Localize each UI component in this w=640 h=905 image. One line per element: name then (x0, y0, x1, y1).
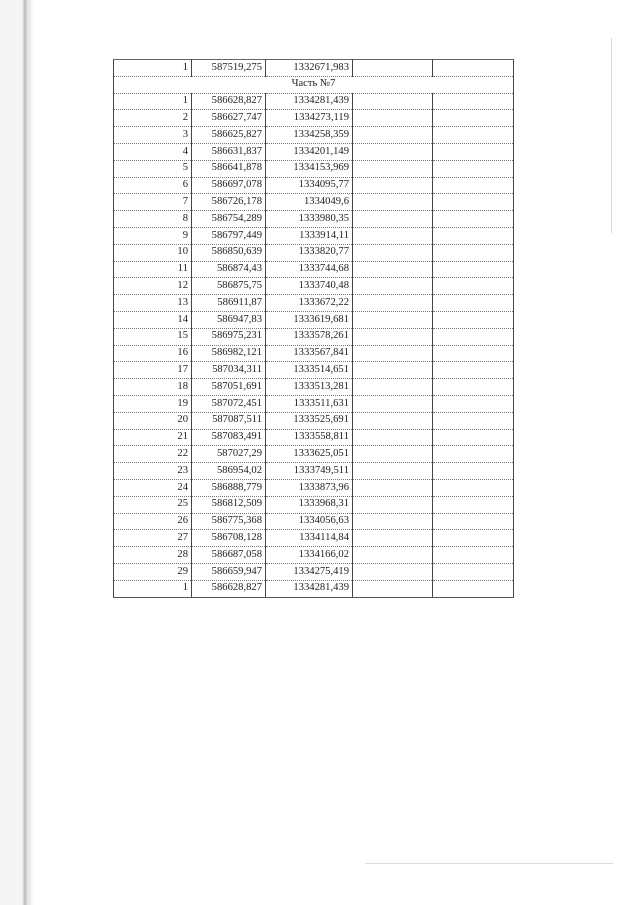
table-row (114, 412, 514, 429)
empty-cell (353, 463, 433, 480)
point-number-cell: 8 (114, 211, 192, 228)
coordinates-table (113, 59, 514, 598)
y-coordinate-cell: 1333511,631 (266, 395, 353, 412)
y-coordinate-cell: 1333672,22 (266, 295, 353, 312)
empty-cell (433, 278, 514, 295)
x-coordinate-cell: 587087,511 (192, 412, 266, 429)
table-row (114, 261, 514, 278)
point-number-cell: 20 (114, 412, 192, 429)
table-row (114, 530, 514, 547)
table-row (114, 496, 514, 513)
empty-cell (353, 227, 433, 244)
x-coordinate-cell: 586628,827 (192, 580, 266, 597)
table-row (114, 345, 514, 362)
empty-cell (433, 244, 514, 261)
table-row (114, 362, 514, 379)
y-coordinate-cell: 1333820,77 (266, 244, 353, 261)
point-number-cell: 24 (114, 479, 192, 496)
table-row (114, 244, 514, 261)
empty-cell (353, 345, 433, 362)
table-row (114, 513, 514, 530)
point-number-cell: 27 (114, 530, 192, 547)
y-coordinate-cell: 1333873,96 (266, 479, 353, 496)
table-row (114, 429, 514, 446)
empty-cell (433, 362, 514, 379)
empty-cell (433, 93, 514, 110)
x-coordinate-cell: 586874,43 (192, 261, 266, 278)
point-number-cell: 28 (114, 547, 192, 564)
x-coordinate-cell: 586687,058 (192, 547, 266, 564)
x-coordinate-cell: 586947,83 (192, 311, 266, 328)
x-coordinate-cell: 586708,128 (192, 530, 266, 547)
x-coordinate-cell: 586775,368 (192, 513, 266, 530)
x-coordinate-cell: 586754,289 (192, 211, 266, 228)
empty-cell (433, 143, 514, 160)
empty-cell (353, 580, 433, 597)
y-coordinate-cell: 1333740,48 (266, 278, 353, 295)
point-number-cell: 4 (114, 143, 192, 160)
empty-cell (353, 110, 433, 127)
empty-cell (433, 479, 514, 496)
y-coordinate-cell: 1334258,359 (266, 127, 353, 144)
empty-cell (353, 194, 433, 211)
point-number-cell: 1 (114, 60, 192, 77)
empty-cell (433, 328, 514, 345)
empty-cell (433, 379, 514, 396)
empty-cell (433, 513, 514, 530)
empty-cell (433, 530, 514, 547)
y-coordinate-cell: 1334049,6 (266, 194, 353, 211)
empty-cell (353, 60, 433, 77)
table-row (114, 194, 514, 211)
empty-cell (433, 395, 514, 412)
empty-cell (433, 110, 514, 127)
x-coordinate-cell: 586697,078 (192, 177, 266, 194)
empty-cell (353, 496, 433, 513)
y-coordinate-cell: 1333914,11 (266, 227, 353, 244)
empty-cell (433, 463, 514, 480)
point-number-cell: 19 (114, 395, 192, 412)
point-number-cell: 15 (114, 328, 192, 345)
table-row (114, 547, 514, 564)
table-row (114, 127, 514, 144)
x-coordinate-cell: 587027,29 (192, 446, 266, 463)
x-coordinate-cell: 587519,275 (192, 60, 266, 77)
point-number-cell: 11 (114, 261, 192, 278)
x-coordinate-cell: 587034,311 (192, 362, 266, 379)
x-coordinate-cell: 586982,121 (192, 345, 266, 362)
scan-left-edge (0, 0, 34, 905)
point-number-cell: 3 (114, 127, 192, 144)
table-row (114, 563, 514, 580)
y-coordinate-cell: 1333514,651 (266, 362, 353, 379)
x-coordinate-cell: 586726,178 (192, 194, 266, 211)
table-row (114, 211, 514, 228)
point-number-cell: 12 (114, 278, 192, 295)
point-number-cell: 21 (114, 429, 192, 446)
y-coordinate-cell: 1334056,63 (266, 513, 353, 530)
y-coordinate-cell: 1333968,31 (266, 496, 353, 513)
y-coordinate-cell: 1334153,969 (266, 160, 353, 177)
table-row (114, 93, 514, 110)
point-number-cell: 1 (114, 93, 192, 110)
table-row (114, 160, 514, 177)
empty-cell (353, 547, 433, 564)
empty-cell (353, 446, 433, 463)
empty-cell (433, 177, 514, 194)
table-row (114, 143, 514, 160)
section-title-row (114, 76, 514, 93)
point-number-cell: 17 (114, 362, 192, 379)
empty-cell (353, 513, 433, 530)
x-coordinate-cell: 586628,827 (192, 93, 266, 110)
x-coordinate-cell: 586975,231 (192, 328, 266, 345)
y-coordinate-cell: 1334281,439 (266, 93, 353, 110)
empty-cell (433, 547, 514, 564)
x-coordinate-cell: 586627,747 (192, 110, 266, 127)
empty-cell (433, 345, 514, 362)
x-coordinate-cell: 586797,449 (192, 227, 266, 244)
point-number-cell: 10 (114, 244, 192, 261)
empty-cell (433, 295, 514, 312)
empty-cell (353, 311, 433, 328)
y-coordinate-cell: 1334114,84 (266, 530, 353, 547)
empty-cell (353, 143, 433, 160)
y-coordinate-cell: 1333558,811 (266, 429, 353, 446)
empty-cell (353, 530, 433, 547)
y-coordinate-cell: 1334095,77 (266, 177, 353, 194)
x-coordinate-cell: 586631,837 (192, 143, 266, 160)
scan-right-mark (611, 38, 612, 233)
y-coordinate-cell: 1333567,841 (266, 345, 353, 362)
table-row (114, 110, 514, 127)
point-number-cell: 1 (114, 580, 192, 597)
table-row (114, 379, 514, 396)
point-number-cell: 9 (114, 227, 192, 244)
x-coordinate-cell: 586850,639 (192, 244, 266, 261)
x-coordinate-cell: 586812,509 (192, 496, 266, 513)
table-row (114, 463, 514, 480)
point-number-cell: 23 (114, 463, 192, 480)
table-row (114, 177, 514, 194)
y-coordinate-cell: 1333744,68 (266, 261, 353, 278)
table-row (114, 446, 514, 463)
x-coordinate-cell: 587051,691 (192, 379, 266, 396)
point-number-cell: 7 (114, 194, 192, 211)
point-number-cell: 13 (114, 295, 192, 312)
x-coordinate-cell: 587083,491 (192, 429, 266, 446)
coordinates-table-body (114, 60, 514, 598)
table-row-top (114, 60, 514, 77)
empty-cell (353, 563, 433, 580)
x-coordinate-cell: 586888,779 (192, 479, 266, 496)
empty-cell (353, 244, 433, 261)
y-coordinate-cell: 1334281,439 (266, 580, 353, 597)
x-coordinate-cell: 586641,878 (192, 160, 266, 177)
empty-cell (433, 261, 514, 278)
empty-cell (353, 160, 433, 177)
y-coordinate-cell: 1334166,02 (266, 547, 353, 564)
y-coordinate-cell: 1334275,419 (266, 563, 353, 580)
empty-cell (433, 227, 514, 244)
table-row (114, 580, 514, 597)
empty-cell (433, 412, 514, 429)
y-coordinate-cell: 1333513,281 (266, 379, 353, 396)
y-coordinate-cell: 1333980,35 (266, 211, 353, 228)
empty-cell (433, 311, 514, 328)
section-title: Часть №7 (114, 76, 514, 93)
table-row (114, 227, 514, 244)
empty-cell (433, 211, 514, 228)
y-coordinate-cell: 1333578,261 (266, 328, 353, 345)
point-number-cell: 16 (114, 345, 192, 362)
table-row (114, 328, 514, 345)
empty-cell (353, 93, 433, 110)
table-row (114, 295, 514, 312)
y-coordinate-cell: 1333619,681 (266, 311, 353, 328)
empty-cell (433, 194, 514, 211)
x-coordinate-cell: 586954,02 (192, 463, 266, 480)
y-coordinate-cell: 1334201,149 (266, 143, 353, 160)
point-number-cell: 14 (114, 311, 192, 328)
empty-cell (433, 429, 514, 446)
scan-bottom-mark (365, 863, 613, 864)
y-coordinate-cell: 1334273,119 (266, 110, 353, 127)
x-coordinate-cell: 586625,827 (192, 127, 266, 144)
empty-cell (433, 496, 514, 513)
empty-cell (353, 362, 433, 379)
empty-cell (353, 395, 433, 412)
empty-cell (353, 429, 433, 446)
empty-cell (433, 60, 514, 77)
x-coordinate-cell: 587072,451 (192, 395, 266, 412)
empty-cell (433, 127, 514, 144)
point-number-cell: 29 (114, 563, 192, 580)
point-number-cell: 22 (114, 446, 192, 463)
empty-cell (353, 412, 433, 429)
empty-cell (353, 177, 433, 194)
y-coordinate-cell: 1333625,051 (266, 446, 353, 463)
empty-cell (433, 160, 514, 177)
empty-cell (353, 278, 433, 295)
empty-cell (353, 211, 433, 228)
x-coordinate-cell: 586911,87 (192, 295, 266, 312)
point-number-cell: 25 (114, 496, 192, 513)
table-row (114, 479, 514, 496)
x-coordinate-cell: 586659,947 (192, 563, 266, 580)
point-number-cell: 5 (114, 160, 192, 177)
empty-cell (433, 446, 514, 463)
y-coordinate-cell: 1333749,511 (266, 463, 353, 480)
y-coordinate-cell: 1332671,983 (266, 60, 353, 77)
empty-cell (433, 563, 514, 580)
empty-cell (353, 479, 433, 496)
point-number-cell: 2 (114, 110, 192, 127)
table-row (114, 395, 514, 412)
empty-cell (353, 295, 433, 312)
table-row (114, 311, 514, 328)
table-row (114, 278, 514, 295)
point-number-cell: 18 (114, 379, 192, 396)
empty-cell (433, 580, 514, 597)
empty-cell (353, 328, 433, 345)
empty-cell (353, 379, 433, 396)
empty-cell (353, 127, 433, 144)
empty-cell (353, 261, 433, 278)
y-coordinate-cell: 1333525,691 (266, 412, 353, 429)
x-coordinate-cell: 586875,75 (192, 278, 266, 295)
point-number-cell: 26 (114, 513, 192, 530)
point-number-cell: 6 (114, 177, 192, 194)
